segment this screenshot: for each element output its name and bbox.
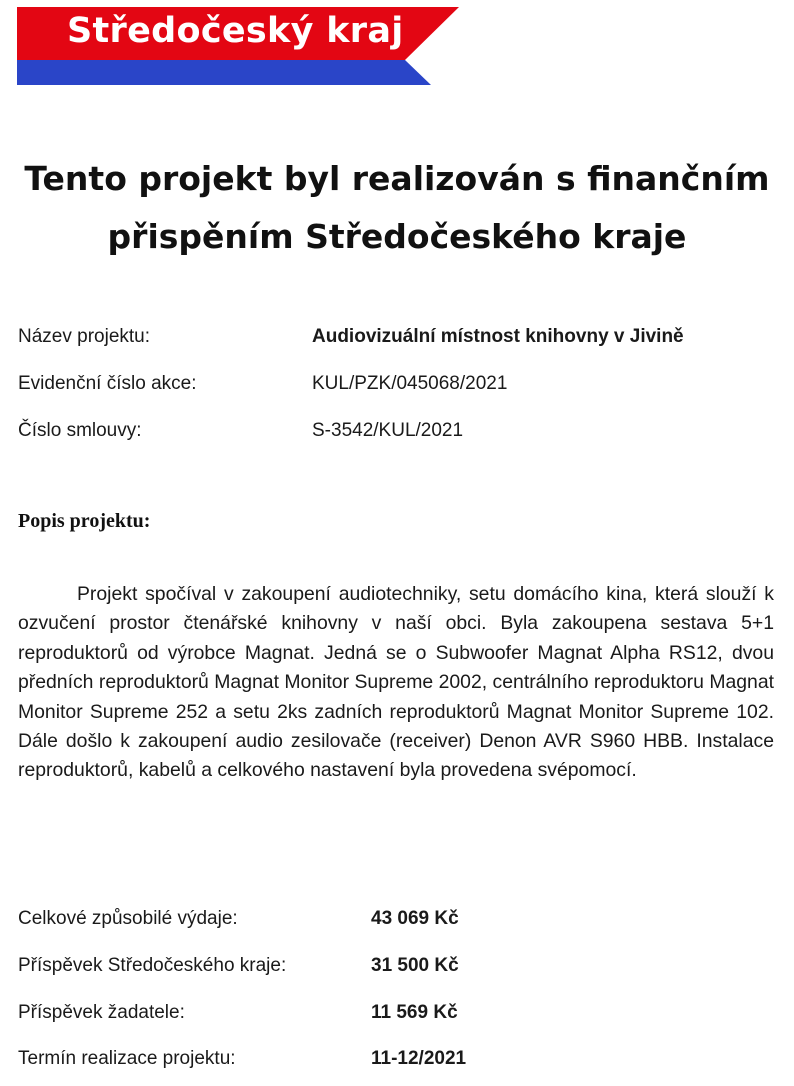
contract-number-value: S-3542/KUL/2021	[312, 420, 464, 441]
region-contribution-value: 31 500 Kč	[371, 955, 459, 976]
project-name-value: Audiovizuální místnost knihovny v Jivině	[312, 326, 684, 347]
total-costs-label: Celkové způsobilé výdaje:	[18, 908, 238, 929]
page-title-line-1: Tento projekt byl realizován s finančním	[24, 159, 770, 198]
contract-number-label: Číslo smlouvy:	[18, 420, 142, 441]
page-title	[0, 150, 794, 266]
applicant-contribution-value: 11 569 Kč	[371, 1002, 458, 1023]
project-code-value: KUL/PZK/045068/2021	[312, 373, 508, 394]
description-text: Projekt spočíval v zakoupení audiotechniky, setu domácího kina, která slouží k ozvučení prostor čtenářské knihovny v naší obci. Byla zakoupena sestava 5+1 reproduktorů od výrobce Magnat. Jedná se o Subwoofer Magnat Alpha RS12, dvou předních reproduktorů Magnat Monitor Supreme 2002, centrálního reproduktoru Magnat Monitor Supreme 252 a setu 2ks zadních reproduktorů Magnat Monitor Supreme 102. Dále došlo k zakoupení audio zesilovače (receiver) Denon AVR S960 HBB. Instalace reproduktorů, kabelů a celkového nastavení byla provedena svépomocí.	[18, 583, 774, 782]
page-title-line-2: přispěním Středočeského kraje	[107, 217, 687, 256]
description-heading: Popis projektu:	[18, 510, 151, 532]
logo-text: Středočeský kraj	[67, 11, 404, 51]
logo-blue-band	[17, 60, 431, 85]
logo	[17, 7, 459, 85]
project-code-label: Evidenční číslo akce:	[18, 373, 197, 394]
realization-term-label: Termín realizace projektu:	[18, 1048, 236, 1069]
total-costs-value: 43 069 Kč	[371, 908, 459, 929]
region-contribution-label: Příspěvek Středočeského kraje:	[18, 955, 287, 976]
project-name-label: Název projektu:	[18, 326, 151, 347]
applicant-contribution-label: Příspěvek žadatele:	[18, 1002, 185, 1023]
realization-term-value: 11-12/2021	[371, 1048, 467, 1069]
